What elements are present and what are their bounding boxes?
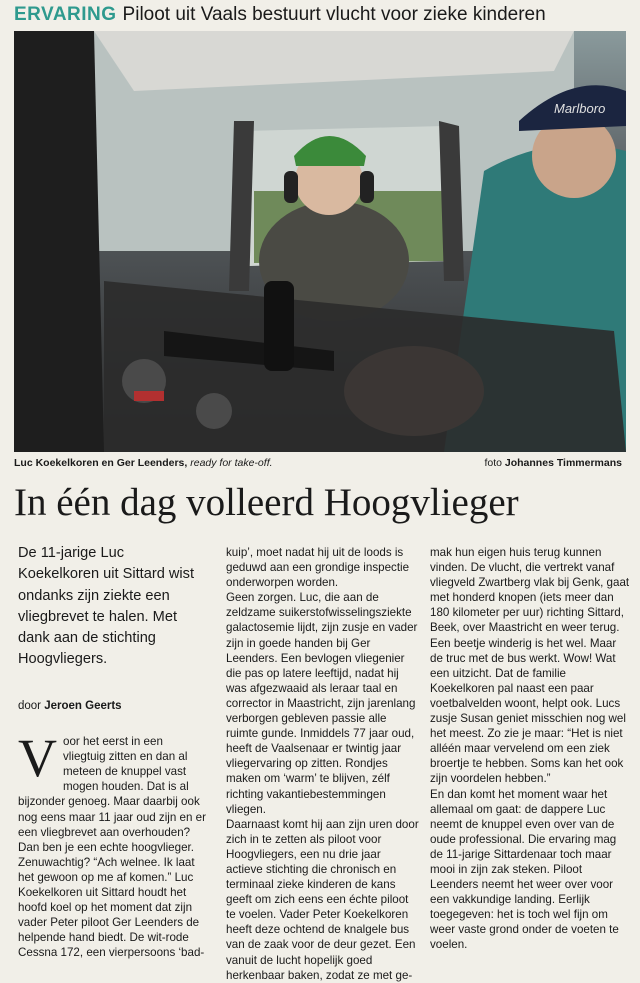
photo-caption-bar <box>14 454 626 472</box>
article-column-1 <box>18 719 208 961</box>
kicker-tag: ERVARING <box>14 4 117 25</box>
photo-caption: Luc Koekelkoren en Ger Leenders, ready for take-off. <box>14 457 273 469</box>
cockpit-illustration <box>14 31 626 452</box>
cap-brand-text: Marlboro <box>554 101 606 116</box>
column-1-text: oor het eerst in een vliegtuig zitten en dan al meteen de knuppel vast mogen houden. Dat is al bijzonder genoeg. Maar daarbij ook nog eens maar 11 jaar oud zijn en er een vliegbrevet aan overhouden? Dan ben je een echte hoogvlieger. Zenuwachtig? “Ach welnee. Ik laat het gewoon op me af komen.” Luc Koekelkoren uit Sittard houdt het hoofd koel op het moment dat zijn vader Peter piloot Ger Leenders de helpende hand biedt. De wit-rode Cessna 172, een vierpersoons ‘bad- <box>18 735 206 960</box>
article-byline: door Jeroen Geerts <box>18 700 122 712</box>
article-headline: In één dag volleerd Hoogvlieger <box>14 481 519 524</box>
section-kicker <box>14 3 634 29</box>
cockpit-photo <box>14 31 626 452</box>
author-name: Jeroen Geerts <box>44 700 122 712</box>
photo-credit: foto Johannes Timmermans <box>484 457 622 469</box>
article-lead: De 11-jarige Luc Koekelkoren uit Sittard wist ondanks zijn ziekte een vliegbrevet te halen. Met dank aan de stichting Hoogvliegers. <box>18 545 195 668</box>
drop-cap: V <box>18 728 57 789</box>
kicker-headline: Piloot uit Vaals bestuurt vlucht voor zieke kinderen <box>122 4 546 25</box>
article-column-2: kuip’, moet nadat hij uit de loods is geduwd aan een grondige inspectie onderworpen worden. Geen zorgen. Luc, die aan de zeldzame suikerstofwisselingsziekte galactosemie lijdt, zijn zusje en vader zijn in goede handen bij Ger Leenders. Een bevlogen vliegenier die pas op latere leeftijd, nadat hij was afgezwaaid als leraar taal en corrector in Maastricht, zijn jarenlang verborgen gebleven passie alle ruimte gunde. Inmiddels 77 jaar oud, heeft de Vaalsenaar er twintig jaar vliegervaring op zitten. Rondjes maken om ‘warm’ te blijven, zélf richting vakantiebestemmingen vliegen. Daarnaast komt hij aan zijn uren door zich in te zetten als piloot voor Hoogvliegers, een nu drie jaar actieve stichting die chronisch en terminaal zieke kinderen de kans geeft om zich eens een échte piloot te voelen. Vader Peter Koekelkoren heeft deze ochtend de knalgele bus van de zaak voor de deur gezet. Een vanuit de lucht hopelijk goed herkenbaar baken, zodat ze met ge- <box>226 546 419 982</box>
article-column-3: mak hun eigen huis terug kunnen vinden. De vlucht, die vertrekt vanaf vliegveld Zwartberg vlak bij Genk, gaat met honderd knopen (iets meer dan 180 kilometer per uur) richting Sittard, Beek, over Maastricht en weer terug. Een beetje winderig is het wel. Maar de truc met de bus werkt. Wow! Wat een uitzicht. Dat de familie Koekelkoren pal naast een paar voetbalvelden woont, helpt ook. Lucs zusje Susan geniet misschien nog wel het meest. Zo zie je maar: “Het is niet alléén maar vervelend om een ziek broertje te hebben. Soms kan het ook zijn voordelen hebben.” En dan komt het moment waar het allemaal om gaat: de dappere Luc neemt de knuppel even over van de oude professional. Die ervaring mag de 11-jarige Sittardenaar toch maar mooi in zijn zak steken. Piloot Leenders neemt het weer over voor een vakkundige landing. Eerlijk toegegeven: het is toch wel fijn om weer vaste grond onder de voeten te voelen. <box>430 546 630 952</box>
